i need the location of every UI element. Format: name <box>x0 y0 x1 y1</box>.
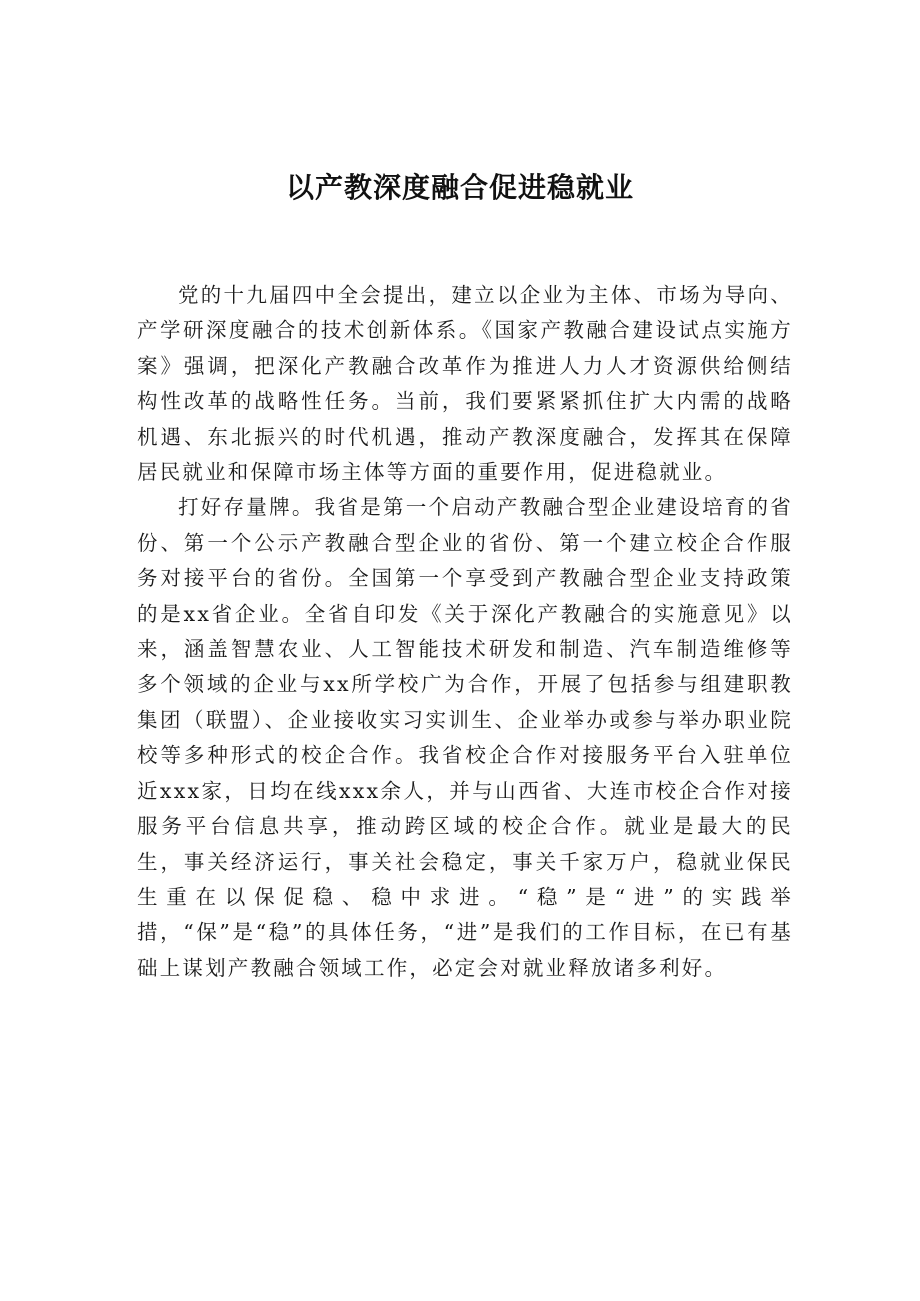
document-body <box>137 278 793 986</box>
paragraph-stock-advantage: 打好存量牌。我省是第一个启动产教融合型企业建设培育的省份、第一个公示产教融合型企业的省份、第一个建立校企合作服务对接平台的省份。全国第一个享受到产教融合型企业支持政策的是xx省企业。全省自印发《关于深化产教融合的实施意见》以来，涵盖智慧农业、人工智能技术研发和制造、汽车制造维修等多个领域的企业与xx所学校广为合作，开展了包括参与组建职教集团（联盟）、企业接收实习实训生、企业举办或参与举办职业院校等多种形式的校企合作。我省校企合作对接服务平台入驻单位近xxx家，日均在线xxx余人，并与山西省、大连市校企合作对接服务平台信息共享，推动跨区域的校企合作。就业是最大的民生，事关经济运行，事关社会稳定，事关千家万户，稳就业保民生重在以保促稳、稳中求进。“稳”是“进”的实践举措，“保”是“稳”的具体任务，“进”是我们的工作目标，在已有基础上谋划产教融合领域工作，必定会对就业释放诸多利好。 <box>137 495 793 980</box>
paragraph-intro: 党的十九届四中全会提出，建立以企业为主体、市场为导向、产学研深度融合的技术创新体系。《国家产教融合建设试点实施方案》强调，把深化产教融合改革作为推进人力人才资源供给侧结构性改革的战略性任务。当前，我们要紧紧抓住扩大内需的战略机遇、东北振兴的时代机遇，推动产教深度融合，发挥其在保障居民就业和保障市场主体等方面的重要作用，促进稳就业。 <box>137 283 793 485</box>
document-title: 以产教深度融合促进稳就业 <box>285 171 634 204</box>
